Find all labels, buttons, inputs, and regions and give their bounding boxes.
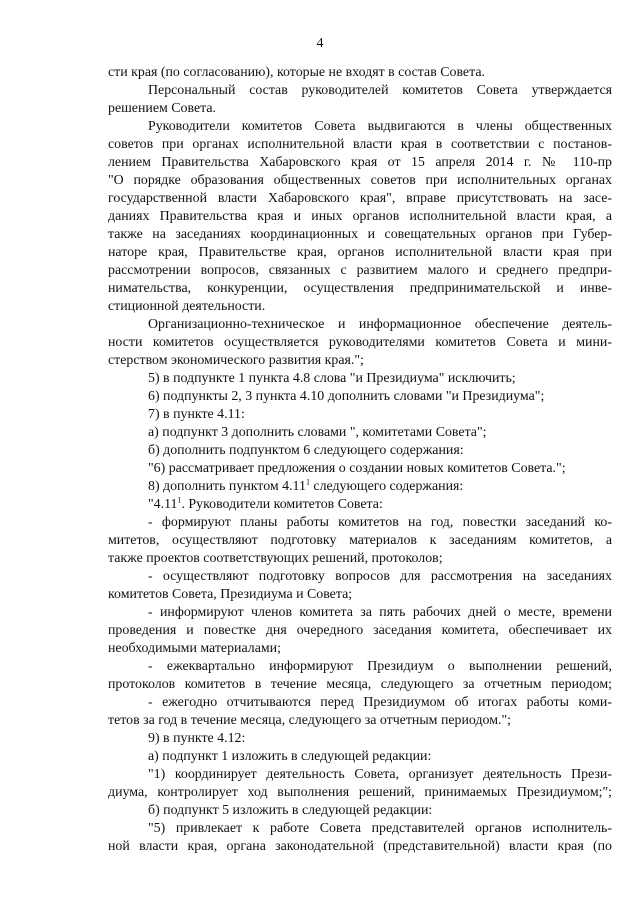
text-line: ности комитетов осуществляется руководителями комитетов Совета и мини- bbox=[108, 335, 612, 350]
text-line: 5) в подпункте 1 пункта 4.8 слова "и Президиума" исключить; bbox=[148, 371, 516, 386]
text-line: Организационно-техническое и информационное обеспечение деятель- bbox=[148, 317, 612, 332]
text-line: "1) координирует деятельность Совета, организует деятельность Прези- bbox=[148, 767, 612, 782]
text-line: лением Правительства Хабаровского края от 15 апреля 2014 г. № 110-пр bbox=[108, 155, 612, 170]
text-line: также на заседаниях координационных и совещательных органов при Губер- bbox=[108, 227, 612, 242]
text-line: 7) в пункте 4.11: bbox=[148, 407, 245, 422]
superscript: 1 bbox=[305, 477, 310, 487]
text-line: а) подпункт 3 дополнить словами ", комитетами Совета"; bbox=[148, 425, 487, 440]
text-fragment: "4.11 bbox=[148, 497, 178, 512]
text-line bbox=[148, 478, 612, 496]
text-fragment: следующего содержания: bbox=[309, 479, 464, 494]
text-line: наторе края, Правительстве края, органов исполнительной власти края при bbox=[108, 245, 612, 260]
superscript: 1 bbox=[177, 495, 182, 505]
text-line: митетов, осуществляют подготовку материалов к заседаниям комитетов, а bbox=[108, 533, 612, 548]
text-line: тетов за год в течение месяца, следующего за отчетным периодом."; bbox=[108, 713, 512, 728]
text-line: 6) подпункты 2, 3 пункта 4.10 дополнить словами "и Президиума"; bbox=[148, 389, 545, 404]
text-line: "6) рассматривает предложения о создании новых комитетов Совета."; bbox=[148, 461, 566, 476]
text-line: - осуществляют подготовку вопросов для рассмотрения на заседаниях bbox=[148, 569, 612, 584]
text-line: стиционной деятельности. bbox=[108, 299, 266, 314]
text-line: также проектов соответствующих решений, протоколов; bbox=[108, 551, 443, 566]
text-line: Руководители комитетов Совета выдвигаются в члены общественных bbox=[148, 119, 612, 134]
text-line: 9) в пункте 4.12: bbox=[148, 731, 246, 746]
text-line: государственной власти Хабаровского края", вправе присутствовать на засе- bbox=[108, 191, 612, 206]
text-line: даниях Правительства края и иных органов исполнительной власти края, а bbox=[108, 209, 612, 224]
text-line: диума, контролирует ход выполнения решений, принимаемых Президиумом;"; bbox=[108, 785, 612, 800]
text-line bbox=[148, 496, 612, 514]
text-line: - ежеквартально информируют Президиум о выполнении решений, bbox=[148, 659, 612, 674]
text-line: протоколов комитетов в течение месяца, следующего за отчетным периодом; bbox=[108, 677, 612, 692]
text-line: стерством экономического развития края."; bbox=[108, 353, 364, 368]
text-line: рассмотрении вопросов, связанных с развитием малого и среднего предпри- bbox=[108, 263, 612, 278]
text-line: - формируют планы работы комитетов на год, повестки заседаний ко- bbox=[148, 515, 612, 530]
page-number: 4 bbox=[316, 36, 324, 51]
text-line: - информируют членов комитета за пять рабочих дней о месте, времени bbox=[148, 605, 612, 620]
text-fragment: 8) дополнить пунктом 4.11 bbox=[148, 479, 306, 494]
text-line: "5) привлекает к работе Совета представителей органов исполнитель- bbox=[148, 821, 612, 836]
text-line: "О порядке образования общественных советов при исполнительных органах bbox=[108, 173, 612, 188]
text-line: ной власти края, органа законодательной (представительной) власти края (по bbox=[108, 839, 612, 854]
text-line: сти края (по согласованию), которые не входят в состав Совета. bbox=[108, 65, 485, 80]
text-line: а) подпункт 1 изложить в следующей редакции: bbox=[148, 749, 432, 764]
text-line: - ежегодно отчитываются перед Президиумом об итогах работы коми- bbox=[148, 695, 612, 710]
text-line: б) подпункт 5 изложить в следующей редакции: bbox=[148, 803, 433, 818]
text-fragment: . Руководители комитетов Совета: bbox=[181, 497, 383, 512]
text-line: необходимыми материалами; bbox=[108, 641, 281, 656]
text-line: комитетов Совета, Президиума и Совета; bbox=[108, 587, 353, 602]
text-line: нимательства, конкуренции, осуществления предпринимательской и инве- bbox=[108, 281, 612, 296]
text-line: б) дополнить подпунктом 6 следующего содержания: bbox=[148, 443, 464, 458]
text-line: Персональный состав руководителей комитетов Совета утверждается bbox=[148, 83, 612, 98]
text-line: проведения и повестке дня очередного заседания комитета, обеспечивает их bbox=[108, 623, 612, 638]
text-line: решением Совета. bbox=[108, 101, 216, 116]
text-line: советов при органах исполнительной власти края в соответствии с постанов- bbox=[108, 137, 612, 152]
